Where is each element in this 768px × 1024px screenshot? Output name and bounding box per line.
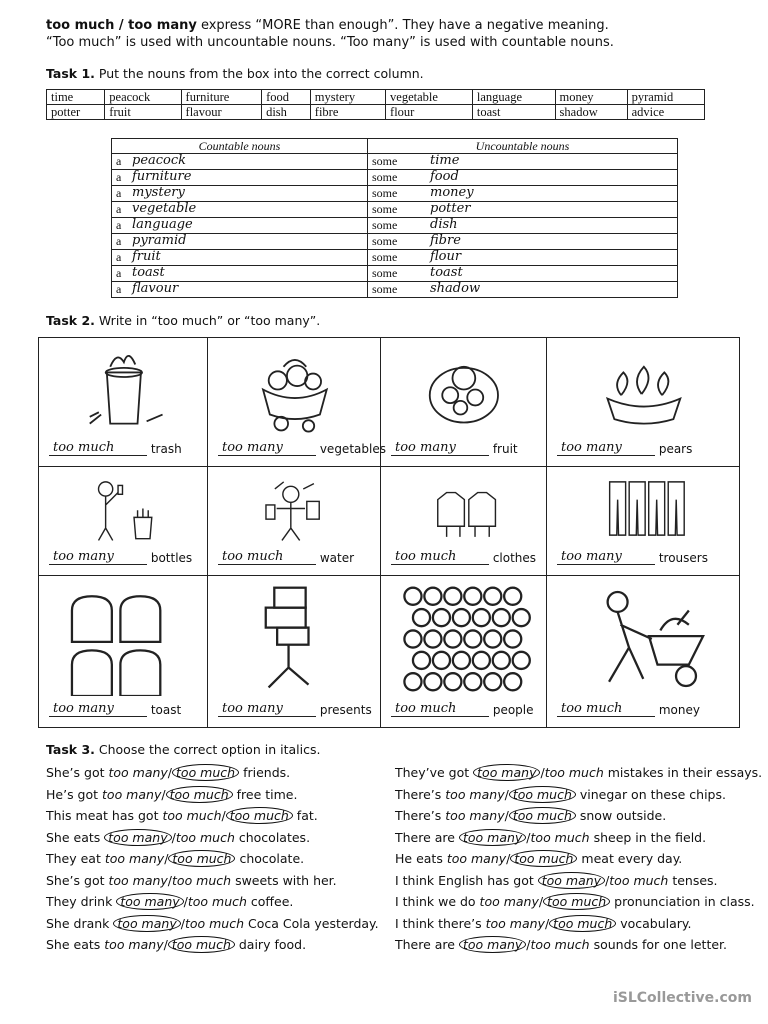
option-b[interactable]: too much <box>187 894 247 909</box>
task3-sentence <box>395 762 762 784</box>
countable-answer: peacock <box>132 153 187 168</box>
some-word: some <box>372 266 398 280</box>
answer-blank[interactable] <box>557 702 655 717</box>
countable-cell <box>112 218 368 234</box>
answer-row <box>112 170 678 186</box>
option-b[interactable]: too much <box>609 872 669 888</box>
trousers-icon <box>599 473 688 544</box>
word-box-cell: food <box>262 90 311 105</box>
article: a <box>116 266 122 280</box>
countable-cell <box>112 234 368 250</box>
countable-cell <box>112 170 368 186</box>
option-a[interactable]: too many <box>538 872 605 889</box>
task3-sentence <box>46 870 379 892</box>
task2-instruction: Write in “too much” or “too many”. <box>94 313 321 328</box>
answer-blank[interactable] <box>218 441 316 456</box>
task3-title <box>46 742 320 757</box>
sentence-end: mistakes in their essays. <box>603 765 763 780</box>
task3-label: Task 3. <box>46 742 95 757</box>
answer-blank[interactable] <box>391 702 489 717</box>
sentence-end: vocabulary. <box>616 915 692 931</box>
sentence-start: This meat has got <box>46 808 163 823</box>
word-box-cell: fibre <box>310 105 385 120</box>
answer-row <box>112 202 678 218</box>
picture-cell <box>547 575 740 727</box>
sentence-end: chocolate. <box>235 851 305 866</box>
option-b[interactable]: too much <box>510 850 577 867</box>
option-b[interactable]: too much <box>166 786 233 803</box>
task3-sentence <box>395 848 762 870</box>
option-a[interactable]: too many <box>113 915 180 932</box>
intro-bold: too much / too many <box>46 18 197 33</box>
sentence-start: I think there’s <box>395 915 486 931</box>
picture-grid <box>38 337 740 728</box>
task3-left-column <box>46 762 379 956</box>
uncountable-cell <box>368 202 678 218</box>
task3-sentence <box>395 805 762 827</box>
picture-cell <box>547 466 740 575</box>
option-a[interactable]: too many <box>445 808 505 823</box>
handwritten-answer: too many <box>561 549 622 564</box>
noun-label: pears <box>658 442 693 456</box>
sentence-start: There are <box>395 829 459 845</box>
word-box-cell: time <box>47 90 105 105</box>
option-a[interactable]: too many <box>108 765 168 780</box>
intro-line-2: “Too much” is used with uncountable nouns. “Too many” is used with countable nouns. <box>46 35 614 50</box>
sentence-end: pronunciation in class. <box>610 894 755 909</box>
uncountable-cell <box>368 266 678 282</box>
countable-answer: language <box>132 217 193 232</box>
article: a <box>116 234 122 248</box>
crowd-icon <box>393 582 536 696</box>
task3-sentence <box>395 934 762 956</box>
uncountable-cell <box>368 250 678 266</box>
sentence-end: friends. <box>239 765 291 780</box>
intro-text <box>46 17 614 51</box>
trash-can-icon <box>67 344 181 435</box>
option-b[interactable]: too much <box>509 786 576 803</box>
noun-label: presents <box>319 703 372 717</box>
man-with-bottles-icon <box>250 473 339 544</box>
word-box-cell: flour <box>386 105 473 120</box>
answer-row <box>112 234 678 250</box>
word-box-cell: furniture <box>181 90 262 105</box>
countable-cell <box>112 282 368 298</box>
uncountable-cell <box>368 218 678 234</box>
word-box-cell: pyramid <box>627 90 704 105</box>
vegetable-basket-icon <box>238 344 352 435</box>
picture-caption <box>557 702 735 717</box>
sentence-end: sheep in the field. <box>589 829 707 845</box>
option-b[interactable]: too much <box>549 915 616 932</box>
option-b[interactable]: too much <box>168 936 235 953</box>
option-a[interactable]: too many <box>104 937 164 952</box>
countable-answer: fruit <box>132 249 161 264</box>
option-slash: / <box>183 894 188 909</box>
handwritten-answer: too many <box>53 549 114 564</box>
task3-sentence <box>395 870 762 892</box>
option-b[interactable]: too much <box>172 872 232 888</box>
word-box-row <box>47 90 705 105</box>
task3-sentence <box>395 891 762 913</box>
some-word: some <box>372 186 398 200</box>
option-a[interactable]: too many <box>108 872 168 888</box>
pear-basket-icon <box>587 344 701 435</box>
sentence-start: There’s <box>395 786 446 802</box>
sentence-start: There are <box>395 937 459 952</box>
uncountable-answer: food <box>430 169 459 184</box>
some-word: some <box>372 250 398 264</box>
handwritten-answer: too many <box>395 440 456 455</box>
sentence-end: sweets with her. <box>231 872 337 888</box>
option-a[interactable]: too many <box>473 764 540 781</box>
intro-rest: express “MORE than enough”. They have a negative meaning. <box>196 18 609 33</box>
toast-slices-icon <box>52 582 195 696</box>
option-slash: / <box>171 829 176 845</box>
word-box-cell: peacock <box>105 90 181 105</box>
task2-label: Task 2. <box>46 313 95 328</box>
task3-sentence <box>46 913 379 935</box>
picture-cell <box>208 466 381 575</box>
option-b[interactable]: too much <box>530 829 590 845</box>
answer-row <box>112 186 678 202</box>
some-word: some <box>372 202 398 216</box>
some-word: some <box>372 218 398 232</box>
sentence-end: vinegar on these chips. <box>575 786 726 802</box>
option-a[interactable]: too much <box>162 808 222 823</box>
man-drinking-icon <box>79 473 168 544</box>
option-slash: / <box>180 915 185 931</box>
option-slash: / <box>504 808 509 823</box>
sentence-end: dairy food. <box>234 937 307 952</box>
some-word: some <box>372 282 398 296</box>
task2-title <box>46 313 320 328</box>
option-slash: / <box>163 937 168 952</box>
sentence-end: snow outside. <box>575 808 667 823</box>
noun-label: money <box>658 703 700 717</box>
uncountable-answer: shadow <box>430 281 481 296</box>
option-slash: / <box>544 915 550 931</box>
word-box-row <box>47 105 705 120</box>
countable-cell <box>112 202 368 218</box>
uncountable-header: Uncountable nouns <box>368 139 678 154</box>
countable-answer: furniture <box>132 169 192 184</box>
answer-blank[interactable] <box>391 550 489 565</box>
picture-cell <box>381 575 547 727</box>
fruit-bowl-icon <box>407 344 521 435</box>
article: a <box>116 186 122 200</box>
noun-label: toast <box>150 703 182 717</box>
sentence-start: He eats <box>395 851 447 866</box>
noun-label: trash <box>150 442 182 456</box>
uncountable-cell <box>368 234 678 250</box>
handwritten-answer: too much <box>53 440 115 455</box>
sentence-end: tenses. <box>668 872 718 888</box>
option-slash: / <box>167 765 173 780</box>
sentence-start: She’s got <box>46 765 109 780</box>
option-slash: / <box>506 851 511 866</box>
handwritten-answer: too much <box>561 701 623 716</box>
uncountable-answer: potter <box>430 201 471 216</box>
answer-row <box>112 250 678 266</box>
option-slash: / <box>605 872 610 888</box>
word-box-cell: mystery <box>310 90 385 105</box>
option-b[interactable]: too much <box>543 893 610 910</box>
task3-sentence <box>46 891 379 913</box>
picture-cell <box>208 337 386 466</box>
some-word: some <box>372 154 398 168</box>
task3-sentence <box>46 805 379 827</box>
word-box-cell: money <box>555 90 627 105</box>
countable-cell <box>112 250 368 266</box>
word-box-cell: shadow <box>555 105 627 120</box>
article: a <box>116 202 122 216</box>
picture-cell <box>208 575 381 727</box>
sentence-end: meat every day. <box>577 851 683 866</box>
picture-cell <box>39 575 208 727</box>
option-a[interactable]: too many <box>104 851 165 866</box>
handwritten-answer: too much <box>222 549 284 564</box>
option-slash: / <box>161 786 166 802</box>
answer-row <box>112 154 678 170</box>
option-a[interactable]: too many <box>102 786 162 802</box>
countable-cell <box>112 186 368 202</box>
article: a <box>116 250 122 264</box>
picture-caption <box>391 550 542 565</box>
option-slash: / <box>167 872 173 888</box>
answer-row <box>112 266 678 282</box>
task3-sentence <box>46 762 379 784</box>
uncountable-cell <box>368 170 678 186</box>
word-box-cell: toast <box>472 105 555 120</box>
uncountable-answer: dish <box>430 217 458 232</box>
sentence-end: chocolates. <box>234 829 311 845</box>
picture-caption <box>391 441 542 456</box>
answer-row <box>112 282 678 298</box>
task3-sentence <box>46 784 379 806</box>
task3-instruction: Choose the correct option in italics. <box>94 742 321 757</box>
some-word: some <box>372 234 398 248</box>
picture-caption <box>218 440 386 456</box>
sentence-end: free time. <box>232 786 298 802</box>
article: a <box>116 282 122 296</box>
task3-sentence <box>395 827 762 849</box>
article: a <box>116 170 122 184</box>
option-slash: / <box>540 765 545 780</box>
option-slash: / <box>526 829 531 845</box>
intro-line-1 <box>46 17 614 34</box>
noun-label: people <box>492 703 534 717</box>
picture-cell <box>547 337 740 466</box>
word-box-cell: advice <box>627 105 704 120</box>
sentence-start: He’s got <box>46 786 103 802</box>
countable-cell <box>112 154 368 170</box>
picture-caption <box>218 550 376 565</box>
noun-label: trousers <box>658 551 708 565</box>
handwritten-answer: too many <box>222 701 283 716</box>
countable-answer: flavour <box>132 281 179 296</box>
option-b[interactable]: too much <box>530 937 590 952</box>
noun-answer-table <box>111 138 678 298</box>
sentence-end: coffee. <box>246 894 294 909</box>
option-slash: / <box>164 851 169 866</box>
picture-caption <box>49 702 203 717</box>
clothes-pile-icon <box>420 473 509 544</box>
uncountable-cell <box>368 282 678 298</box>
man-wheelbarrow-money-icon <box>572 582 715 696</box>
sentence-start: I think English has got <box>395 872 538 888</box>
uncountable-answer: toast <box>430 265 463 280</box>
task3-sentence <box>46 934 379 956</box>
task3-sentence <box>395 913 762 935</box>
option-slash: / <box>538 894 544 909</box>
handwritten-answer: too many <box>222 440 283 455</box>
sentence-start: She eats <box>46 829 105 845</box>
option-slash: / <box>504 786 509 802</box>
noun-label: vegetables <box>319 442 386 456</box>
option-b[interactable]: too much <box>544 765 604 780</box>
picture-cell <box>381 466 547 575</box>
answer-blank[interactable] <box>218 702 316 717</box>
task1-label: Task 1. <box>46 66 95 81</box>
option-b[interactable]: too much <box>509 807 576 824</box>
answer-blank[interactable] <box>557 550 655 565</box>
word-box-cell: language <box>472 90 555 105</box>
man-carrying-presents-icon <box>223 582 366 696</box>
task3-right-column <box>395 762 762 956</box>
option-a[interactable]: too many <box>459 936 526 953</box>
countable-cell <box>112 266 368 282</box>
answer-blank[interactable] <box>557 441 655 456</box>
option-a[interactable]: too many <box>445 786 505 802</box>
word-box-cell: dish <box>262 105 311 120</box>
answer-row <box>112 218 678 234</box>
answer-blank[interactable] <box>49 550 147 565</box>
sentence-start: She eats <box>46 937 105 952</box>
word-box-cell: potter <box>47 105 105 120</box>
answer-blank[interactable] <box>49 702 147 717</box>
sentence-start: I think we do <box>395 894 480 909</box>
option-a[interactable]: too many <box>479 894 539 909</box>
option-a[interactable]: too many <box>485 915 545 931</box>
sentence-start: They eat <box>46 851 105 866</box>
countable-header: Countable nouns <box>112 139 368 154</box>
article: a <box>116 154 122 168</box>
option-b[interactable]: too much <box>168 850 235 867</box>
picture-caption <box>218 702 376 717</box>
sentence-start: They drink <box>46 894 117 909</box>
task3-sentence <box>395 784 762 806</box>
sentence-end: Coca Cola yesterday. <box>244 915 379 931</box>
uncountable-cell <box>368 186 678 202</box>
uncountable-cell <box>368 154 678 170</box>
picture-caption <box>391 702 542 717</box>
footer-watermark: iSLCollective.com <box>612 990 752 1006</box>
option-b[interactable]: too much <box>172 764 239 781</box>
word-box-cell: vegetable <box>386 90 473 105</box>
article: a <box>116 218 122 232</box>
noun-label: bottles <box>150 551 193 565</box>
picture-caption <box>557 550 735 565</box>
task3-sentence <box>46 827 379 849</box>
answer-blank[interactable] <box>49 441 147 456</box>
countable-answer: vegetable <box>132 201 197 216</box>
word-box-cell: flavour <box>181 105 262 120</box>
noun-label: water <box>319 551 355 565</box>
some-word: some <box>372 170 398 184</box>
option-a[interactable]: too many <box>446 851 507 866</box>
option-a[interactable]: too many <box>116 893 183 910</box>
task1-title <box>46 66 424 81</box>
sentence-start: There’s <box>395 808 446 823</box>
uncountable-answer: time <box>430 153 460 168</box>
sentence-start: She drank <box>46 915 114 931</box>
answer-blank[interactable] <box>391 441 489 456</box>
option-slash: / <box>221 808 226 823</box>
sentence-start: They’ve got <box>395 765 474 780</box>
option-b[interactable]: too much <box>184 915 245 931</box>
word-box <box>46 89 705 120</box>
picture-caption <box>49 441 203 456</box>
picture-cell <box>39 466 208 575</box>
noun-label: clothes <box>492 551 537 565</box>
picture-cell <box>39 337 208 466</box>
task1-instruction: Put the nouns from the box into the correct column. <box>94 66 424 81</box>
option-b[interactable]: too much <box>175 829 235 845</box>
option-slash: / <box>526 937 531 952</box>
sentence-end: fat. <box>292 808 318 823</box>
noun-label: fruit <box>492 442 518 456</box>
option-a[interactable]: too many <box>459 829 526 846</box>
handwritten-answer: too many <box>561 440 622 455</box>
handwritten-answer: too much <box>395 549 457 564</box>
sentence-start: She’s got <box>46 872 109 888</box>
handwritten-answer: too many <box>53 701 114 716</box>
picture-cell <box>381 337 547 466</box>
option-a[interactable]: too many <box>104 829 171 846</box>
picture-caption <box>557 441 735 456</box>
countable-answer: pyramid <box>132 233 187 248</box>
handwritten-answer: too much <box>395 701 457 716</box>
countable-answer: mystery <box>132 185 185 200</box>
task3-sentence <box>46 848 379 870</box>
uncountable-answer: fibre <box>430 233 461 248</box>
sentence-end: sounds for one letter. <box>589 937 728 952</box>
word-box-cell: fruit <box>105 105 181 120</box>
uncountable-answer: money <box>430 185 474 200</box>
uncountable-answer: flour <box>430 249 462 264</box>
countable-answer: toast <box>132 265 165 280</box>
option-b[interactable]: too much <box>226 807 293 824</box>
answer-blank[interactable] <box>218 550 316 565</box>
picture-caption <box>49 550 203 565</box>
